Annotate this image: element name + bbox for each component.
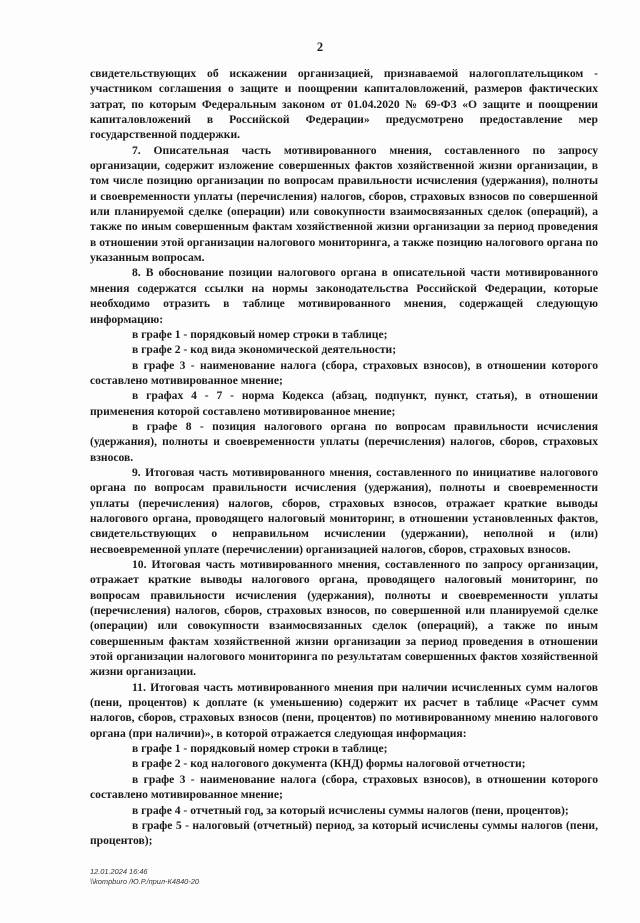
page-number: 2 [316, 40, 324, 54]
paragraph: в графах 4 - 7 - норма Кодекса (абзац, подпункт, пункт, статья), в отношении применения которой составлено мотивированное мнение; [90, 389, 598, 418]
paragraph: в графе 4 - отчетный год, за который исчислены суммы налогов (пени, процентов); [132, 803, 569, 817]
paragraph: свидетельствующих об искажении организацией, признаваемой налогоплательщиком - участником соглашения о защите и поощрении капиталовложений, размеров фактических затрат, по которым Федеральным законом от 01.04.2020 № 69-ФЗ «О защите и поощрении капиталовложений в Российской Федерации» предусмотрено предоставление мер государственной поддержки. [90, 67, 598, 142]
paragraph: в графе 8 - позиция налогового органа по вопросам правильности исчисления (удержания), полноты и своевременности уплаты (перечисления) налогов, сборов, страховых взносов. [90, 419, 598, 464]
footer-timestamp: 12.01.2024 16:46 [90, 867, 148, 876]
paragraph: в графе 3 - наименование налога (сбора, страховых взносов), в отношении которого составлено мотивированное мнение; [90, 358, 598, 387]
paragraph: в графе 2 - код вида экономической деятельности; [132, 343, 397, 357]
document-footer [90, 867, 199, 887]
document-body [90, 66, 598, 849]
paragraph: 7. Описательная часть мотивированного мнения, составленного по запросу организации, содержит изложение совершенных фактов хозяйственной жизни организации, в том числе позицию организации по вопросам правильности исчисления (удержания), полноты и своевременности уплаты (перечисления) налогов, сборов, страховых взносов по совершенной или планируемой сделке (операции) или совокупности взаимосвязанных сделок (операций), а также по иным совершенным фактам хозяйственной жизни организации за период проведения в отношении этой организации налогового мониторинга, а также позицию налогового органа по указанным вопросам. [90, 143, 598, 265]
paragraph: в графе 2 - код налогового документа (КНД) формы налоговой отчетности; [132, 757, 526, 771]
paragraph: в графе 1 - порядковый номер строки в таблице; [132, 742, 388, 756]
footer-file-path: \\kompburo /Ю.Р./прил-К4840-20 [90, 877, 199, 886]
paragraph: 8. В обоснование позиции налогового органа в описательной части мотивированного мнения содержатся ссылки на нормы законодательства Российской Федерации, которые необходимо отразить в таблице мотивированного мнения, содержащей следующую информацию: [90, 266, 598, 326]
paragraph: в графе 5 - налоговый (отчетный) период, за который исчислены суммы налогов (пени, процентов); [90, 818, 598, 848]
paragraph: 9. Итоговая часть мотивированного мнения, составленного по инициативе налогового органа по вопросам правильности исчисления (удержания), полноты и своевременности уплаты (перечисления) налогов, сборов, страховых взносов, отражает краткие выводы налогового органа, проводящего налоговый мониторинг, в отношении установленных фактов, свидетельствующих о неправильном исчислении (удержании), неполной и (или) несвоевременной уплате (перечислении) организацией налогов, сборов, страховых взносов. [90, 465, 598, 556]
paragraph: 11. Итоговая часть мотивированного мнения при наличии исчисленных сумм налогов (пени, процентов) к доплате (к уменьшению) содержит их расчет в таблице «Расчет сумм налогов, сборов, страховых взносов (пени, процентов) по мотивированному мнению налогового органа (при наличии)», в которой отражается следующая информация: [90, 680, 598, 740]
paragraph: в графе 3 - наименование налога (сбора, страховых взносов), в отношении которого составлено мотивированное мнение; [90, 772, 598, 802]
paragraph: в графе 1 - порядковый номер строки в таблице; [132, 327, 388, 341]
paragraph: 10. Итоговая часть мотивированного мнения, составленного по запросу организации, отражает краткие выводы налогового органа, проводящего налоговый мониторинг, по вопросам правильности исчисления (удержания), полноты и своевременности уплаты (перечисления) налогов, сборов, страховых взносов, по совершенной или планируемой сделке (операции) или совокупности взаимосвязанных сделок (операций), а также по иным совершенным фактам хозяйственной жизни организации за период проведения в отношении этой организации налогового мониторинга по результатам совершенных фактов хозяйственной жизни организации. [90, 558, 598, 679]
